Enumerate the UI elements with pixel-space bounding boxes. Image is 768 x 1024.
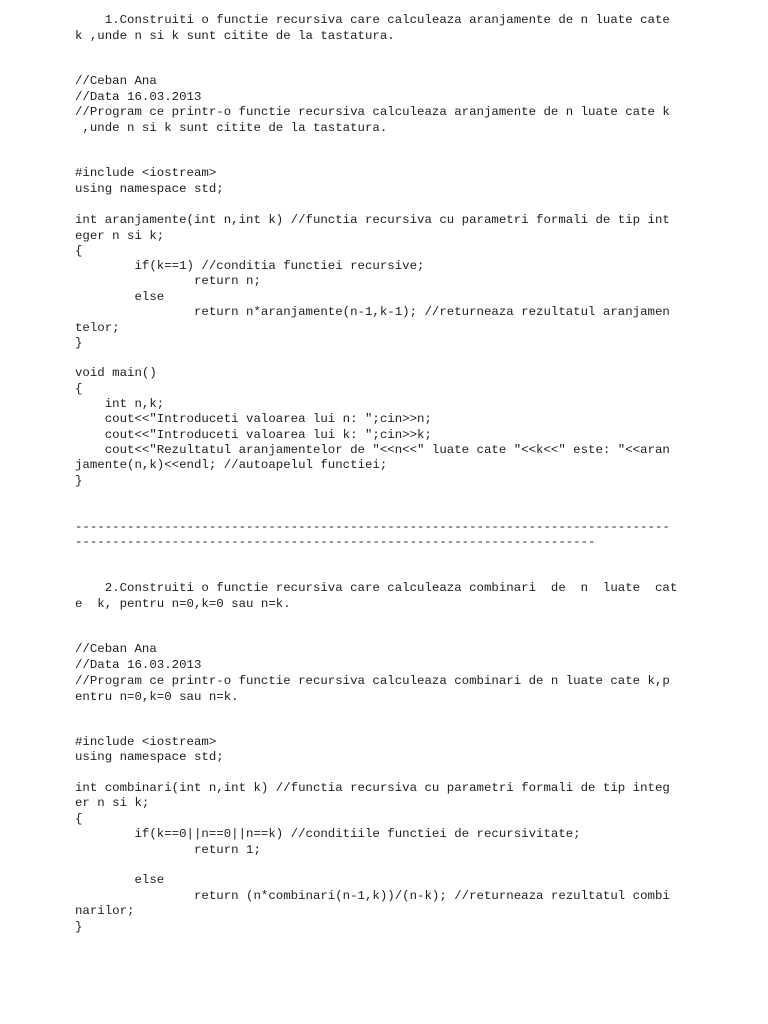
text-line: #include <iostream> xyxy=(75,166,217,180)
text-line: //Ceban Ana xyxy=(75,642,157,656)
text-line: //Program ce printr-o functie recursiva calculeaza combinari de n luate cate k,p xyxy=(75,674,670,688)
text-line: entru n=0,k=0 sau n=k. xyxy=(75,690,239,704)
text-line: eger n si k; xyxy=(75,229,165,243)
text-line: return (n*combinari(n-1,k))/(n-k); //returneaza rezultatul combi xyxy=(75,889,670,903)
text-line: int n,k; xyxy=(75,397,165,411)
text-line: telor; xyxy=(75,321,120,335)
text-line: 2.Construiti o functie recursiva care calculeaza combinari de n luate cat xyxy=(75,581,678,595)
text-line: } xyxy=(75,474,83,488)
text-line: e k, pentru n=0,k=0 sau n=k. xyxy=(75,597,291,611)
text-line: cout<<"Rezultatul aranjamentelor de "<<n<<" luate cate "<<k<<" este: "<<aran xyxy=(75,443,670,457)
text-line: { xyxy=(75,244,83,258)
text-line: using namespace std; xyxy=(75,750,224,764)
text-line: //Data 16.03.2013 xyxy=(75,658,202,672)
text-line: #include <iostream> xyxy=(75,735,217,749)
text-line: ,unde n si k sunt citite de la tastatura. xyxy=(75,121,388,135)
text-line: return n*aranjamente(n-1,k-1); //returneaza rezultatul aranjamen xyxy=(75,305,670,319)
text-line: 1.Construiti o functie recursiva care calculeaza aranjamente de n luate cate xyxy=(75,13,670,27)
text-line: return 1; xyxy=(75,843,261,857)
text-line: return n; xyxy=(75,274,261,288)
text-line: k ,unde n si k sunt citite de la tastatura. xyxy=(75,29,395,43)
text-line: { xyxy=(75,382,83,396)
text-line: -------------------------------------------------------------------------------- xyxy=(75,520,670,534)
text-line: void main() xyxy=(75,366,157,380)
text-line: ---------------------------------------------------------------------- xyxy=(75,535,596,549)
text-line: if(k==1) //conditia functiei recursive; xyxy=(75,259,425,273)
text-line: //Program ce printr-o functie recursiva calculeaza aranjamente de n luate cate k xyxy=(75,105,670,119)
text-line: if(k==0||n==0||n==k) //conditiile functiei de recursivitate; xyxy=(75,827,581,841)
text-line: } xyxy=(75,920,83,934)
text-line: int aranjamente(int n,int k) //functia recursiva cu parametri formali de tip int xyxy=(75,213,670,227)
text-line: er n si k; xyxy=(75,796,150,810)
text-line: else xyxy=(75,290,165,304)
text-line: jamente(n,k)<<endl; //autoapelul functiei; xyxy=(75,458,388,472)
text-line: else xyxy=(75,873,165,887)
text-line: //Data 16.03.2013 xyxy=(75,90,202,104)
text-line: } xyxy=(75,336,83,350)
text-line: cout<<"Introduceti valoarea lui n: ";cin>>n; xyxy=(75,412,432,426)
text-line: narilor; xyxy=(75,904,135,918)
text-line: //Ceban Ana xyxy=(75,74,157,88)
text-line: int combinari(int n,int k) //functia recursiva cu parametri formali de tip integ xyxy=(75,781,670,795)
text-line: cout<<"Introduceti valoarea lui k: ";cin>>k; xyxy=(75,428,432,442)
text-line: using namespace std; xyxy=(75,182,224,196)
text-line: { xyxy=(75,812,83,826)
